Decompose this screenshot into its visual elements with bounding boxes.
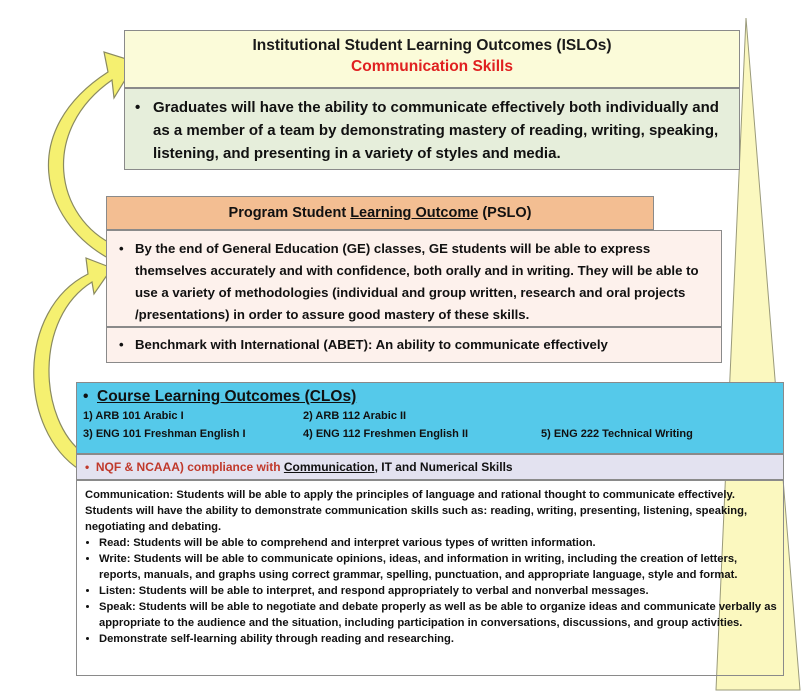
nqf-communication: Communication: [283, 460, 375, 474]
skill-write: • Write: Students will be able to communicate opinions, ideas, and information in writing, including the creation of letters, reports, manuals, and graphs using correct grammar, spelling, punctuation, and appropriate language, style and format.: [99, 551, 777, 583]
course-eng101: 3) ENG 101 Freshman English I: [83, 428, 246, 440]
pslo-title-pre: Program Student: [228, 205, 351, 221]
clo-title-row: [83, 388, 783, 406]
pslo-statement: By the end of General Education (GE) classes, GE students will be able to express themselves accurately and with confidence, both orally and in writing. They will be able to use a variety of methodologies (individual and group written, research and oral projects /presentations) in order to assure good mastery of these skills.: [135, 241, 699, 322]
pslo-header: [106, 196, 654, 230]
course-eng112: 4) ENG 112 Freshmen English II: [303, 428, 469, 440]
clo-box: [76, 382, 784, 454]
clo-title: Course Learning Outcomes (CLOs): [97, 388, 357, 405]
course-arb112: 2) ARB 112 Arabic II: [303, 410, 407, 422]
pslo-statement-box: [106, 230, 722, 327]
bullet-icon: •: [85, 460, 96, 474]
nqf-suffix: , IT and Numerical Skills: [374, 460, 513, 474]
pslo-title-underlined: Learning Outcome: [350, 205, 479, 221]
skill-speak: • Speak: Students will be able to negotiate and debate properly as well as be able to organize ideas and communicate verbally as appropriate to the audience and the situation, including participation in conversations, discussions, and group activities.: [99, 599, 777, 631]
bullet-icon: •: [135, 99, 141, 116]
nqf-prefix: NQF & NCAAA) compliance with: [95, 460, 284, 474]
course-eng222: 5) ENG 222 Technical Writing: [541, 428, 693, 440]
bullet-icon: •: [83, 388, 89, 405]
islo-statement: Graduates will have the ability to communicate effectively both individually and as a member of a team by demonstrating mastery of reading, writing, speaking, listening, and presenting in a variety of styles and media.: [153, 99, 719, 162]
islo-header: [124, 30, 740, 88]
bullet-icon: •: [119, 241, 124, 256]
pslo-benchmark: Benchmark with International (ABET): An ability to communicate effectively: [135, 337, 608, 352]
pslo-benchmark-box: [106, 327, 722, 363]
communication-details: [76, 480, 784, 676]
skill-read: • Read: Students will be able to comprehend and interpret various types of written information.: [99, 535, 777, 551]
communication-intro: Communication: Students will be able to apply the principles of language and rational thought to communicate effectively. Students will have the ability to demonstrate communication skills such as: reading, writing, presenting, listening, speaking, negotiating and debating.: [85, 489, 748, 533]
nqf-compliance-row: [76, 454, 784, 480]
pslo-title-post: (PSLO): [478, 205, 532, 221]
bullet-icon: •: [119, 337, 124, 352]
skill-listen: • Listen: Students will be able to interpret, and respond appropriately to verbal and nonverbal messages.: [99, 583, 777, 599]
course-arb101: 1) ARB 101 Arabic I: [83, 410, 184, 422]
islo-statement-box: [124, 88, 740, 170]
islo-title: Institutional Student Learning Outcomes (ISLOs): [252, 37, 612, 54]
skill-self-learning: • Demonstrate self-learning ability through reading and researching.: [99, 631, 777, 647]
islo-subtitle: Communication Skills: [351, 58, 513, 75]
communication-skill-list: [85, 535, 777, 647]
